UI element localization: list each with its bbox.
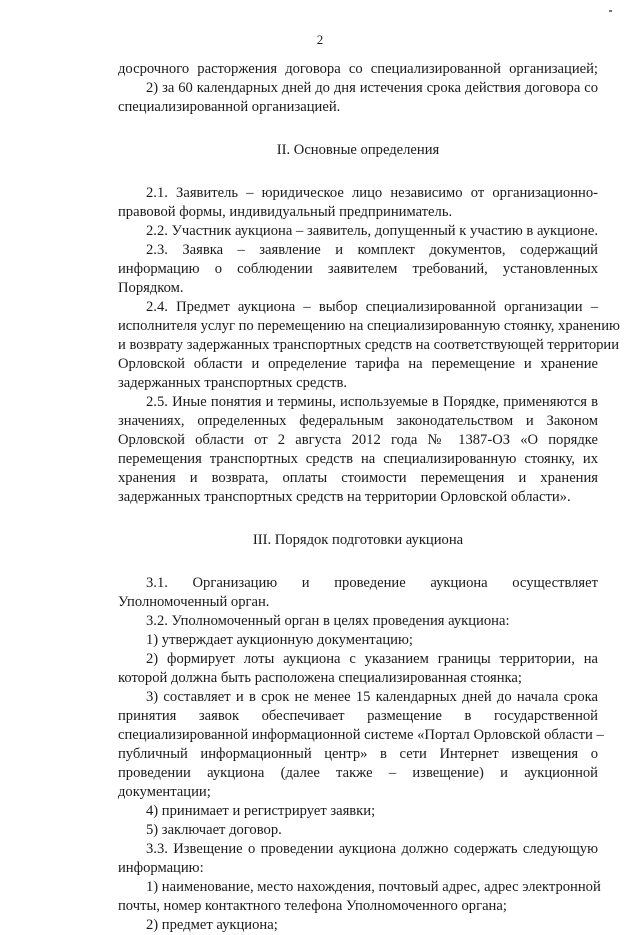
text-line: 2.4. Предмет аукциона – выбор специализированной организации –: [146, 299, 598, 315]
text-line: хранения и возврата, оплаты стоимости перемещения и хранения: [118, 470, 598, 486]
page-number: 2: [316, 32, 324, 47]
text-line: 1) наименование, место нахождения, почтовый адрес, адрес электронной: [146, 879, 601, 895]
text-line: досрочного расторжения договора со специализированной организацией;: [118, 61, 598, 77]
text-line: Уполномоченный орган.: [118, 594, 270, 610]
text-line: 4) принимает и регистрирует заявки;: [146, 803, 376, 819]
section-heading-3: III. Порядок подготовки аукциона: [252, 532, 464, 548]
text-line: специализированной организацией.: [118, 99, 341, 115]
text-line: задержанных транспортных средств на территории Орловской области».: [118, 489, 571, 505]
text-line: значениях, определенных федеральным законодательством и Законом: [118, 413, 598, 429]
text-line: 1) утверждает аукционную документацию;: [146, 632, 413, 648]
text-line: Порядком.: [118, 280, 184, 296]
text-line: 3.3. Извещение о проведении аукциона должно содержать следующую: [146, 841, 598, 857]
text-line: информацию о соблюдении заявителем требований, установленных: [118, 261, 598, 277]
text-line: проведении аукциона (далее также – извещение) и аукционной: [118, 765, 598, 781]
text-line: 3.1. Организацию и проведение аукциона осуществляет: [146, 575, 598, 591]
text-line: 2) за 60 календарных дней до дня истечения срока действия договора со: [146, 80, 598, 96]
text-line: документации;: [118, 784, 211, 800]
text-line: 2.1. Заявитель – юридическое лицо независимо от организационно-: [146, 185, 598, 201]
text-line: 2.3. Заявка – заявление и комплект документов, содержащий: [146, 242, 598, 258]
text-line: Орловской области и определение тарифа на перемещение и хранение: [118, 356, 598, 372]
text-line: специализированной информационной системе «Портал Орловской области –: [118, 727, 604, 743]
text-line: почты, номер контактного телефона Уполномоченного органа;: [118, 898, 507, 914]
text-line: которой должна быть расположена специализированная стоянка;: [118, 670, 522, 686]
document-body: [118, 60, 620, 935]
text-line: Орловской области от 2 августа 2012 года № 1387-ОЗ «О порядке: [118, 432, 598, 448]
text-line: задержанных транспортных средств.: [118, 375, 348, 391]
text-line: 5) заключает договор.: [146, 822, 282, 838]
text-line: 3.2. Уполномоченный орган в целях проведения аукциона:: [146, 613, 510, 629]
text-line: публичный информационный центр» в сети Интернет извещения о: [118, 746, 598, 762]
text-line: 3) составляет и в срок не менее 15 календарных дней до начала срока: [146, 689, 598, 705]
text-line: информацию:: [118, 860, 204, 876]
text-line: правовой формы, индивидуальный предприниматель.: [118, 204, 453, 220]
section-heading-2: II. Основные определения: [276, 142, 440, 158]
text-line: 2) формирует лоты аукциона с указанием границы территории, на: [146, 651, 598, 667]
text-line: исполнителя услуг по перемещению на специализированную стоянку, хранению: [118, 318, 620, 334]
text-line: 2) предмет аукциона;: [146, 917, 278, 933]
scan-speck: [609, 10, 612, 12]
text-line: принятия заявок обеспечивает размещение в государственной: [118, 708, 598, 724]
text-line: 2.5. Иные понятия и термины, используемые в Порядке, применяются в: [146, 394, 598, 410]
text-line: и возврату задержанных транспортных средств на соответствующей территории: [118, 337, 620, 353]
text-line: перемещения транспортных средств на специализированную стоянку, их: [118, 451, 598, 467]
text-line: 2.2. Участник аукциона – заявитель, допущенный к участию в аукционе.: [146, 223, 598, 239]
